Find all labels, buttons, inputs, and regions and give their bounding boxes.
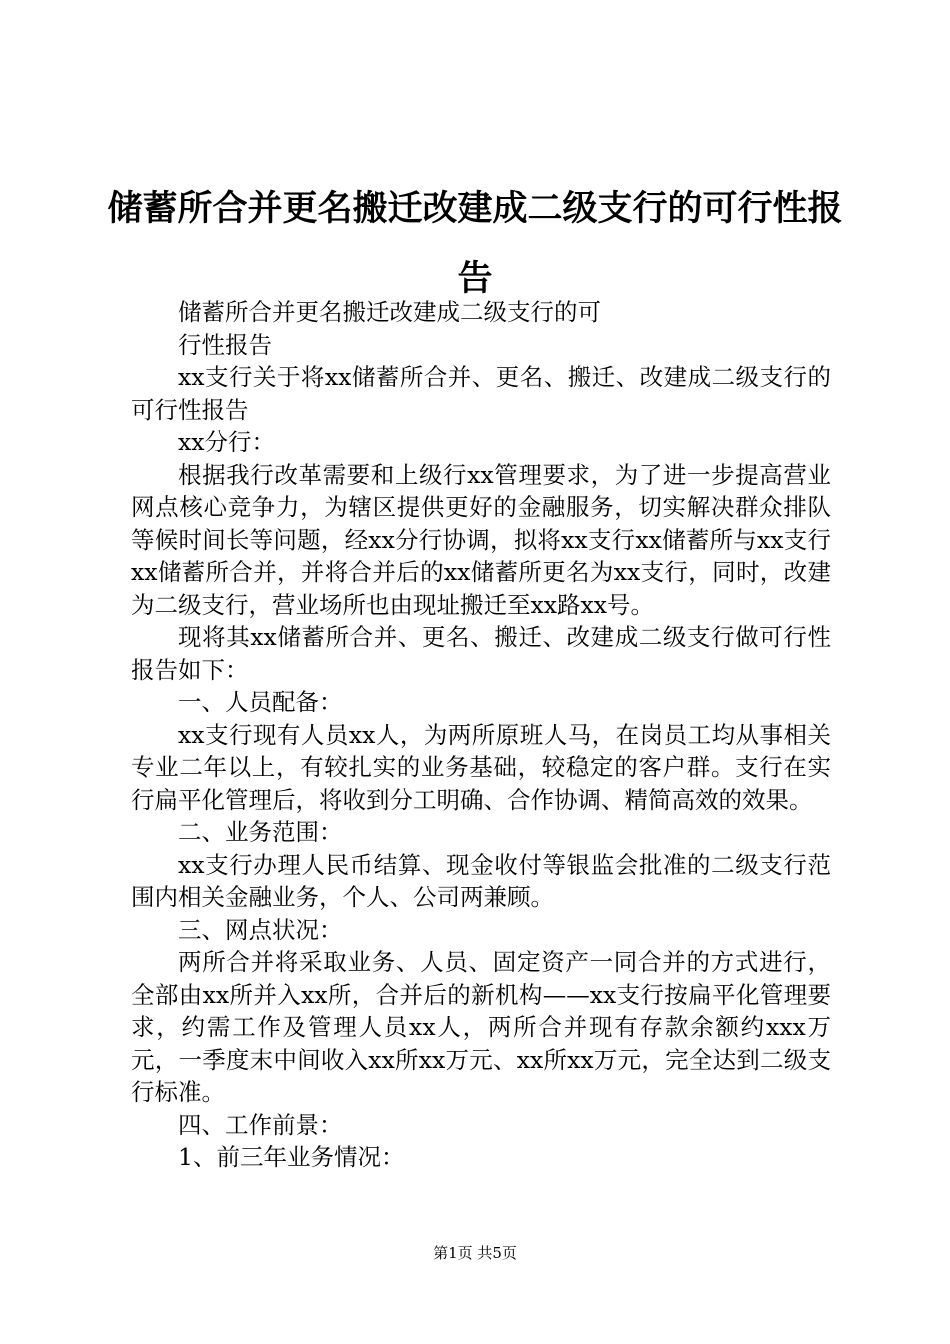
paragraph: xx支行关于将xx储蓄所合并、更名、搬迁、改建成二级支行的可行性报告 xyxy=(131,363,831,424)
document-body xyxy=(131,296,831,1174)
paragraph: 根据我行改革需要和上级行xx管理要求，为了进一步提高营业网点核心竞争力，为辖区提供更好的金融服务，切实解决群众排队等候时间长等问题，经xx分行协调，拟将xx支行xx储蓄所与xx支行xx储蓄所合并，并将合并后的xx储蓄所更名为xx支行，同时，改建为二级支行，营业场所也由现址搬迁至xx路xx号。 xyxy=(131,460,831,619)
paragraph: xx支行现有人员xx人，为两所原班人马，在岗员工均从事相关专业二年以上，有较扎实的业务基础，较稳定的客户群。支行在实行扁平化管理后，将收到分工明确、合作协调、精简高效的效果。 xyxy=(131,720,831,814)
section-heading: 一、人员配备： xyxy=(178,688,343,716)
section-heading: 三、网点状况： xyxy=(178,915,343,944)
paragraph: 1、前三年业务情况： xyxy=(178,1143,405,1171)
paragraph: 行性报告 xyxy=(178,330,272,359)
paragraph: 储蓄所合并更名搬迁改建成二级支行的可 xyxy=(178,298,601,326)
paragraph: 现将其xx储蓄所合并、更名、搬迁、改建成二级支行做可行性报告如下： xyxy=(131,623,831,684)
paragraph: xx分行： xyxy=(178,428,276,456)
page-footer: 第1页 共5页 xyxy=(433,1244,517,1262)
section-heading: 四、工作前景： xyxy=(178,1110,343,1139)
document-title: 储蓄所合并更名搬迁改建成二级支行的可行性报告 xyxy=(107,189,843,299)
paragraph: 两所合并将采取业务、人员、固定资产一同合并的方式进行，全部由xx所并入xx所，合并后的新机构——xx支行按扁平化管理要求，约需工作及管理人员xx人，两所合并现有存款余额约xxx万元，一季度末中间收入xx所xx万元、xx所xx万元，完全达到二级支行标准。 xyxy=(131,948,831,1106)
paragraph: xx支行办理人民币结算、现金收付等银监会批准的二级支行范围内相关金融业务，个人、公司两兼顾。 xyxy=(131,850,831,911)
section-heading: 二、业务范围： xyxy=(178,818,343,846)
